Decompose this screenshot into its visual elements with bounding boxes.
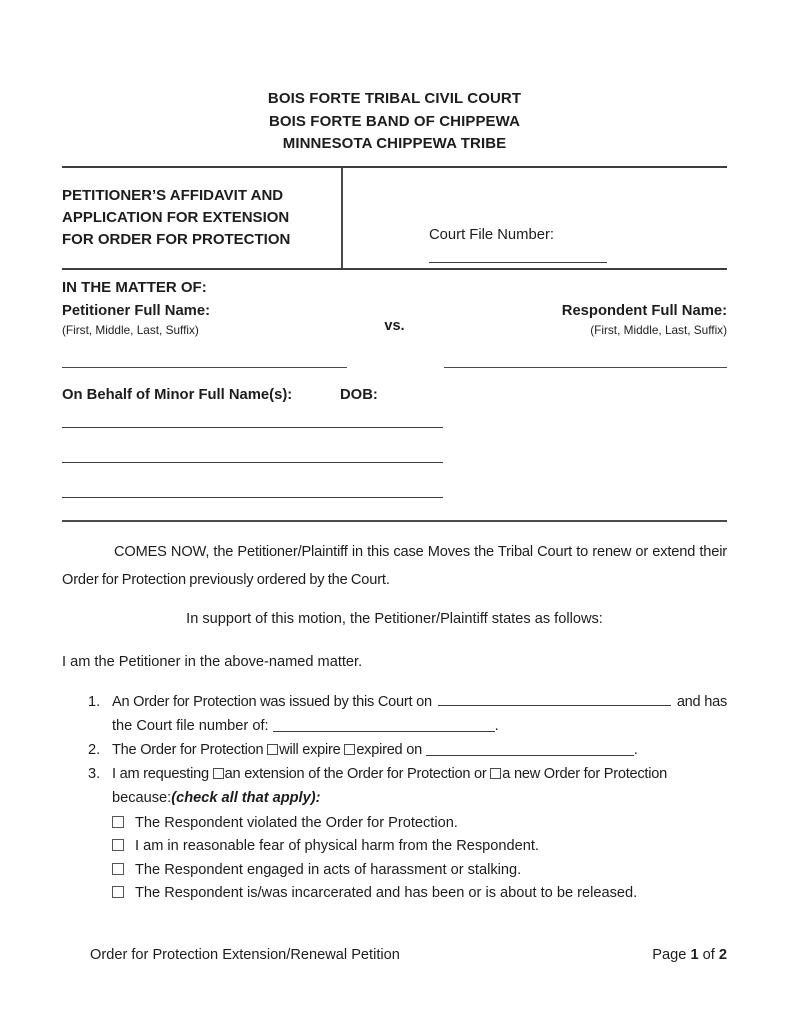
reason-label: The Respondent engaged in acts of harassment or stalking.	[135, 861, 522, 878]
list-item-2-body	[112, 738, 727, 762]
in-support-line: In support of this motion, the Petitioner/Plaintiff states as follows:	[186, 610, 603, 627]
court-file-number-blank	[429, 250, 607, 263]
document-title-line-3: FOR ORDER FOR PROTECTION	[62, 230, 291, 248]
comes-now-paragraph: COMES NOW, the Petitioner/Plaintiff in this case Moves the Tribal Court to renew or extend their Order for Protection previously ordered by the Court.	[62, 543, 727, 588]
list-item-2-period: .	[633, 741, 638, 758]
caption-table	[62, 166, 727, 270]
check-all-note: (check all that apply):	[171, 789, 321, 806]
order-will-text: The Order for Protection	[112, 741, 264, 758]
reason-item	[112, 882, 727, 906]
minor-row	[62, 384, 727, 406]
petitioner-name-label: Petitioner Full Name:	[62, 302, 210, 319]
list-item-2-number: 2.	[88, 741, 101, 758]
harassment-checkbox-icon	[112, 863, 124, 875]
document-title-line-1: PETITIONER’S AFFIDAVIT AND	[62, 186, 284, 204]
list-item-1-number: 1.	[88, 693, 101, 710]
court-file-number-label: Court File Number:	[429, 226, 554, 243]
court-name: BOIS FORTE TRIBAL CIVIL COURT	[267, 90, 522, 107]
list-item-1-line-2	[112, 714, 727, 738]
list-item-3	[88, 762, 727, 906]
tribe-name: MINNESOTA CHIPPEWA TRIBE	[282, 135, 507, 152]
petitioner-name-blank	[62, 367, 347, 368]
page-word: Page	[652, 947, 687, 963]
extension-label: an extension of the Order for Protection or	[224, 765, 487, 782]
petitioner-name-format: (First, Middle, Last, Suffix)	[62, 322, 199, 337]
numbered-list	[62, 690, 727, 906]
list-item-1	[88, 690, 727, 738]
document-title	[62, 168, 343, 268]
list-item-3-body	[112, 762, 727, 906]
list-item-1-line-1	[112, 690, 727, 714]
court-header	[62, 88, 727, 156]
minor-name-blank-2	[62, 462, 443, 463]
name-lines-gap	[347, 367, 444, 368]
minor-name-blank-1	[62, 427, 443, 428]
because-text: because:	[112, 789, 172, 806]
party-names-row	[62, 301, 727, 338]
will-expire-label: will expire	[279, 741, 341, 758]
petitioner-block	[62, 301, 384, 338]
list-item-3-line-2	[112, 786, 727, 810]
requesting-text: I am requesting	[112, 765, 209, 782]
minor-names-label: On Behalf of Minor Full Name(s):	[62, 386, 293, 403]
respondent-name-label: Respondent Full Name:	[561, 302, 728, 319]
reason-label: The Respondent violated the Order for Protection.	[135, 814, 458, 831]
court-file-number-cell	[343, 168, 727, 268]
versus-label: vs.	[384, 317, 405, 334]
list-item-3-number: 3.	[88, 765, 101, 782]
violated-checkbox-icon	[112, 816, 124, 828]
will-expire-checkbox-icon	[267, 744, 278, 755]
respondent-name-format: (First, Middle, Last, Suffix)	[590, 322, 728, 337]
issued-on-text: An Order for Protection was issued by this Court on	[112, 693, 432, 710]
reason-checklist	[112, 812, 727, 906]
list-item-1-body	[112, 690, 727, 738]
of-word: of	[702, 947, 715, 963]
document-title-line-2: APPLICATION FOR EXTENSION	[62, 208, 290, 226]
new-order-label: a new Order for Protection	[502, 765, 667, 782]
section-divider	[62, 520, 727, 522]
band-name: BOIS FORTE BAND OF CHIPPEWA	[268, 112, 521, 130]
extension-checkbox-icon	[213, 768, 224, 779]
and-has-text: and has	[676, 693, 727, 710]
reason-item	[112, 859, 727, 883]
file-number-blank	[273, 719, 495, 732]
reason-item	[112, 835, 727, 859]
incarcerated-checkbox-icon	[112, 886, 124, 898]
page-indicator	[652, 944, 727, 966]
file-number-of-text: the Court file number of:	[112, 717, 269, 734]
party-name-lines	[62, 367, 727, 368]
page-footer	[62, 944, 727, 966]
expire-date-blank	[426, 743, 634, 756]
expired-checkbox-icon	[344, 744, 355, 755]
intro-statement: I am the Petitioner in the above-named matter.	[62, 653, 363, 670]
minor-name-blank-3	[62, 497, 443, 498]
dob-label: DOB:	[340, 386, 378, 403]
matter-heading: IN THE MATTER OF:	[62, 278, 207, 296]
footer-document-name: Order for Protection Extension/Renewal Petition	[90, 947, 400, 963]
list-item-3-line-1	[112, 762, 727, 786]
list-item-1-period: .	[494, 717, 499, 734]
respondent-name-blank	[444, 367, 727, 368]
new-order-checkbox-icon	[490, 768, 501, 779]
fear-checkbox-icon	[112, 839, 124, 851]
respondent-block	[405, 301, 727, 338]
reason-label: I am in reasonable fear of physical harm from the Respondent.	[135, 838, 539, 854]
reason-item	[112, 812, 727, 836]
reason-label: The Respondent is/was incarcerated and has been or is about to be released.	[135, 885, 638, 901]
page-number: 1	[690, 947, 699, 963]
page-total: 2	[718, 947, 727, 963]
expired-on-label: expired on	[356, 741, 422, 758]
issue-date-blank	[438, 693, 671, 706]
list-item-2	[88, 738, 727, 762]
